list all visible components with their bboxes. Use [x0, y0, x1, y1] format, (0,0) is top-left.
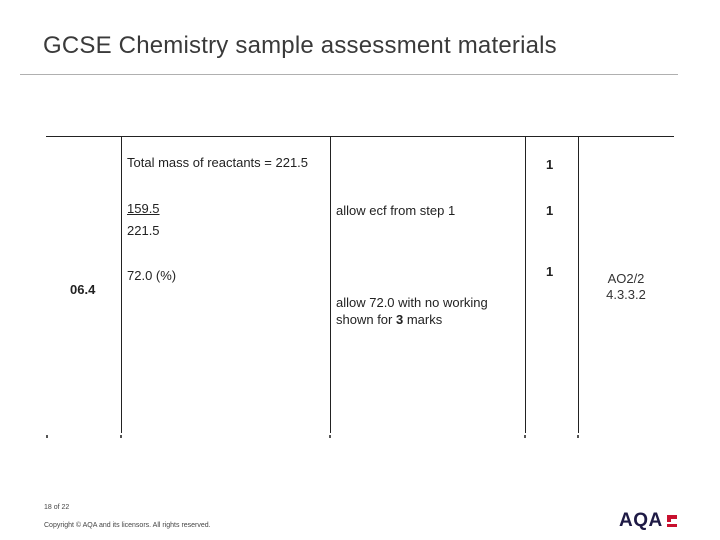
answer-step-2-numerator: 159.5 [127, 201, 160, 216]
mark-step-2: 1 [546, 203, 554, 218]
spec-reference: 4.3.3.2 [606, 287, 646, 302]
table-top-border [46, 136, 674, 137]
page-number: 18 of 22 [44, 504, 70, 511]
guidance-line-2-prefix: shown for [336, 312, 396, 327]
answer-step-2-denominator: 221.5 [127, 223, 160, 238]
assessment-objective [582, 271, 670, 303]
copyright-notice: Copyright © AQA and its licensors. All rights reserved. [44, 522, 211, 529]
answer-step-3: 72.0 (%) [127, 268, 177, 283]
ao-code: AO2/2 [607, 271, 645, 286]
column-divider-1 [121, 136, 122, 433]
table-bottom-tick [120, 435, 122, 438]
guidance-line-2-suffix: marks [403, 312, 443, 327]
guidance-line-1: allow 72.0 with no working [336, 295, 488, 310]
table-bottom-tick [329, 435, 331, 438]
page-title: GCSE Chemistry sample assessment materials [43, 32, 557, 59]
guidance-marks-count: 3 [395, 312, 404, 327]
table-bottom-tick [46, 435, 48, 438]
column-divider-2 [330, 136, 331, 433]
column-divider-3 [525, 136, 526, 433]
mark-step-1: 1 [546, 157, 554, 172]
table-bottom-tick [524, 435, 526, 438]
aqa-logo [619, 510, 679, 532]
question-number: 06.4 [70, 282, 96, 297]
aqa-logo-mark-icon [665, 513, 679, 529]
table-bottom-tick [577, 435, 579, 438]
title-divider [20, 74, 678, 75]
mark-step-3: 1 [546, 264, 554, 279]
answer-step-1: Total mass of reactants = 221.5 [127, 155, 309, 170]
guidance-step-2: allow ecf from step 1 [336, 203, 456, 218]
aqa-logo-text: AQA [619, 510, 663, 531]
guidance-step-3 [336, 294, 488, 328]
column-divider-4 [578, 136, 579, 433]
